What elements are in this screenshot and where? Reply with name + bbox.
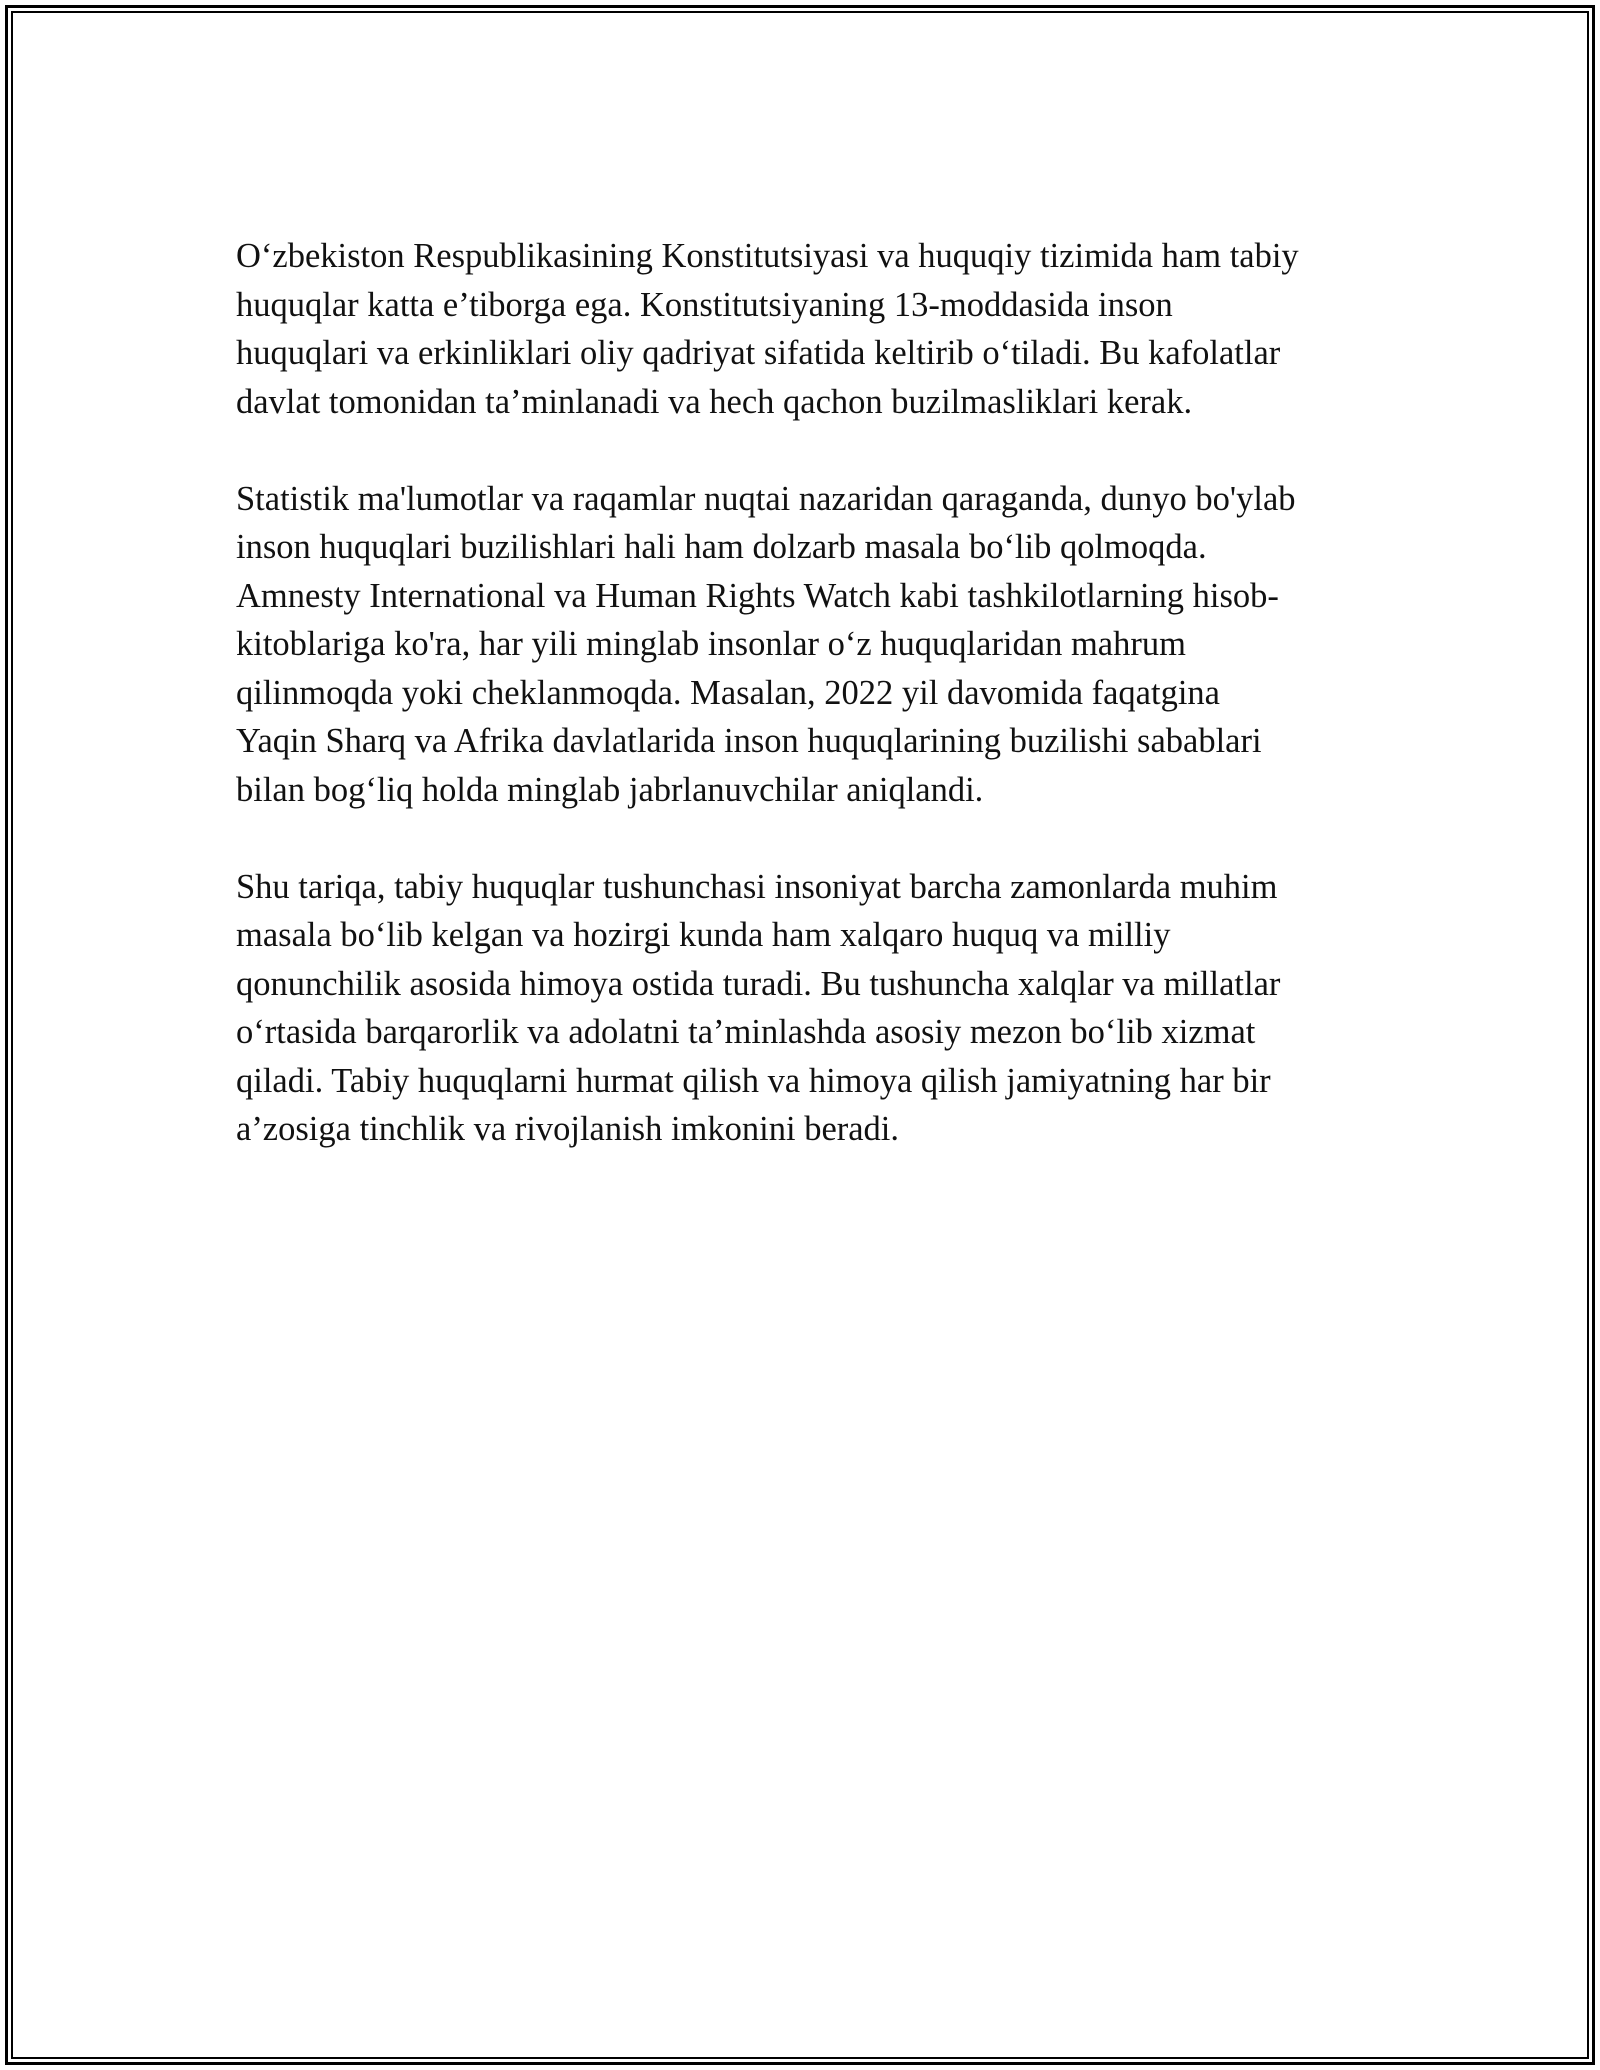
document-body [236,232,1396,1202]
paragraph-conclusion: Shu tariqa, tabiy huquqlar tushunchasi insoniyat barcha zamonlarda muhim masala bo‘lib kelgan va hozirgi kunda ham xalqaro huquq va milliy qonunchilik asosida himoya ostida turadi. Bu tushuncha xalqlar va millatlar o‘rtasida barqarorlik va adolatni ta’minlashda asosiy mezon bo‘lib xizmat qiladi. Tabiy huquqlarni hurmat qilish va himoya qilish jamiyatning har bir a’zosiga tinchlik va rivojlanish imkonini beradi. [236,867,1281,1148]
paragraph-statistics: Statistik ma'lumotlar va raqamlar nuqtai nazaridan qaraganda, dunyo bo'ylab inson huquqlari buzilishlari hali ham dolzarb masala bo‘lib qolmoqda. Amnesty International va Human Rights Watch kabi tashkilotlarning hisob- kitoblariga ko'ra, har yili minglab insonlar o‘z huquqlaridan mahrum qilinmoqda yoki cheklanmoqda. Masalan, 2022 yil davomida faqatgina Yaqin Sharq va Afrika davlatlarida inson huquqlarining buzilishi sabablari bilan bog‘liq holda minglab jabrlanuvchilar aniqlandi. [236,479,1296,809]
paragraph-constitution: O‘zbekiston Respublikasining Konstitutsiyasi va huquqiy tizimida ham tabiy huquqlar katta e’tiborga ega. Konstitutsiyaning 13-moddasida inson huquqlari va erkinliklari oliy qadriyat sifatida keltirib o‘tiladi. Bu kafolatlar davlat tomonidan ta’minlanadi va hech qachon buzilmasliklari kerak. [236,237,1299,421]
